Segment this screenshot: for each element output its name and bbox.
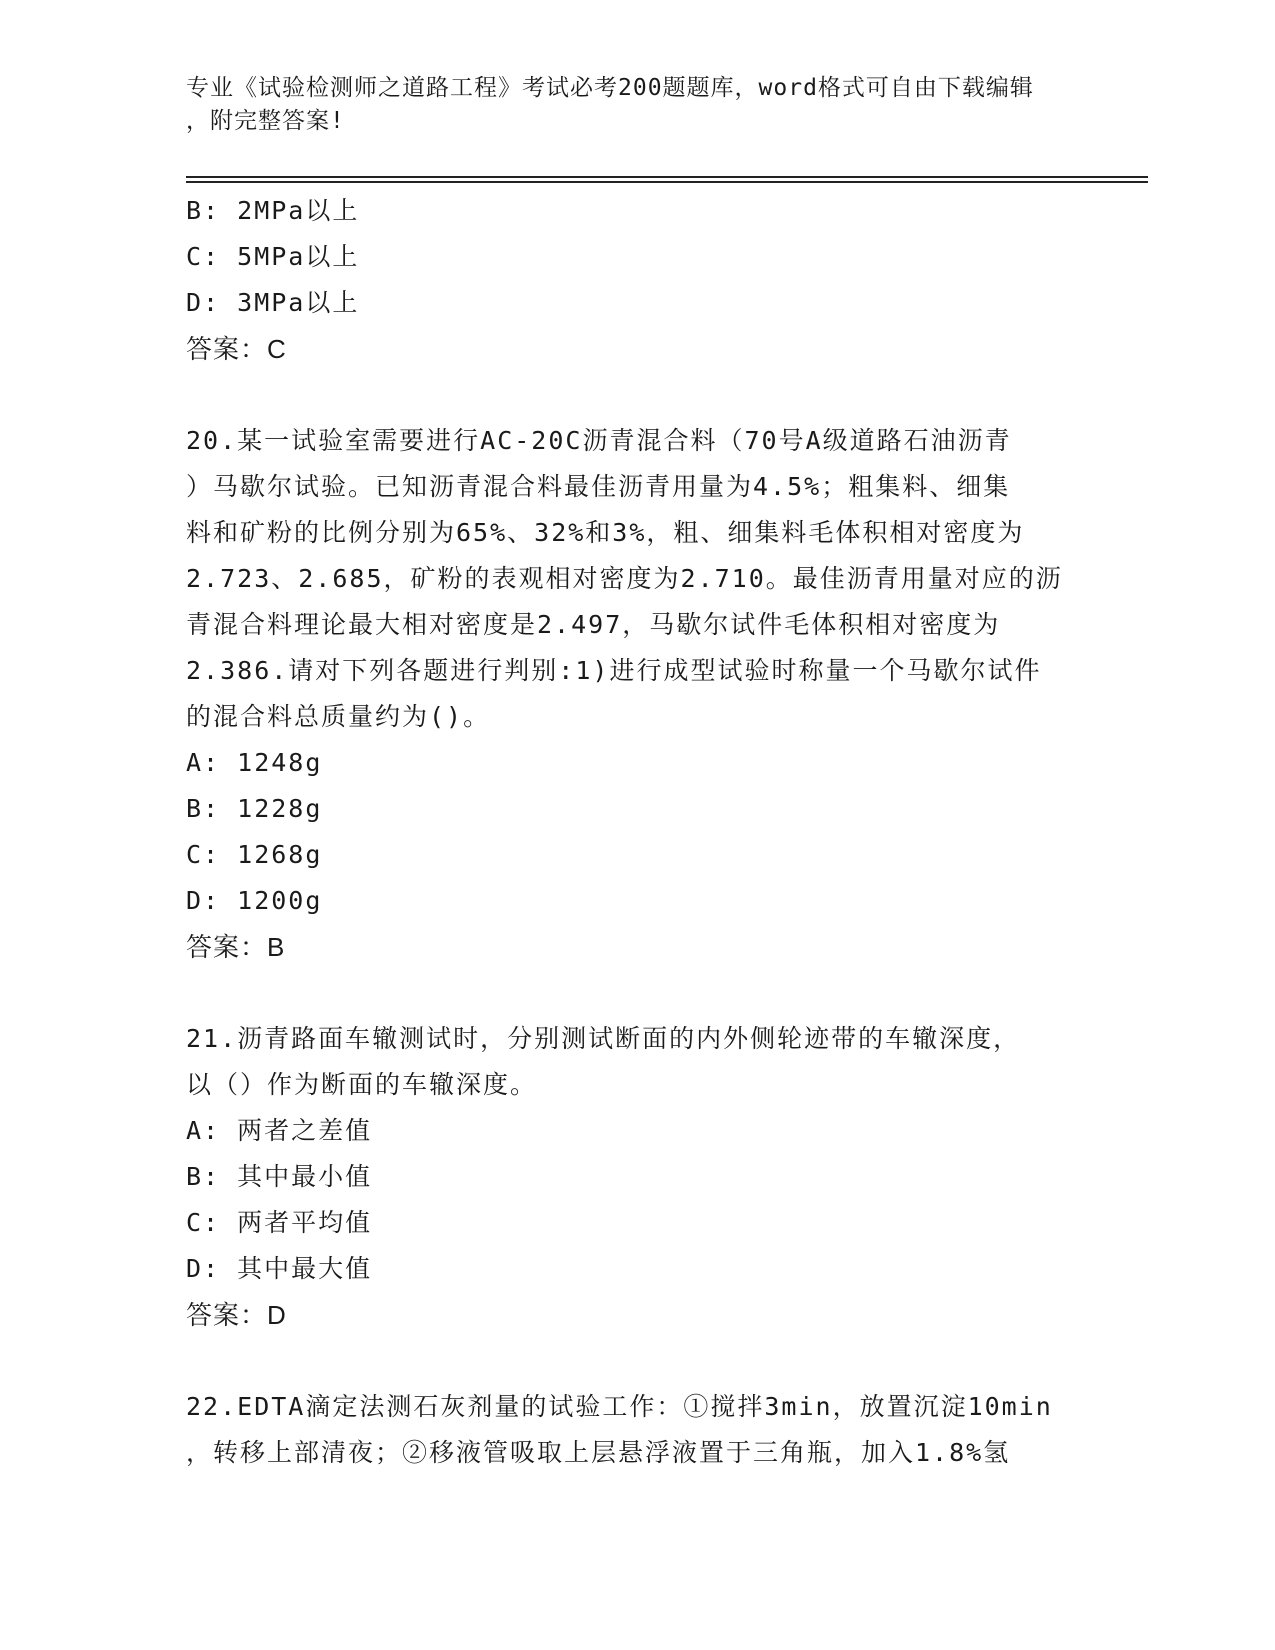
question-text-line: 22.EDTA滴定法测石灰剂量的试验工作：①搅拌3min，放置沉淀10min bbox=[186, 1392, 1053, 1421]
option-b: B: 其中最小值 bbox=[186, 1162, 373, 1191]
question-text-line: 青混合料理论最大相对密度是2.497，马歇尔试件毛体积相对密度为 bbox=[186, 610, 1001, 639]
document-body bbox=[186, 188, 1086, 1476]
question-text-line: 以（）作为断面的车辙深度。 bbox=[186, 1070, 538, 1099]
question-text-line: 20.某一试验室需要进行AC-20C沥青混合料（70号A级道路石油沥青 bbox=[186, 426, 1012, 455]
spacer bbox=[186, 372, 1086, 418]
header-line-2: ，附完整答案! bbox=[186, 108, 345, 134]
option-b: B: 1228g bbox=[186, 794, 323, 823]
header-divider-bottom bbox=[186, 181, 1148, 183]
question-text-line: ，转移上部清夜；②移液管吸取上层悬浮液置于三角瓶，加入1.8%氢 bbox=[186, 1438, 1011, 1467]
option-d: D: 其中最大值 bbox=[186, 1254, 373, 1283]
option-b: B: 2MPa以上 bbox=[186, 196, 360, 225]
question-21 bbox=[186, 1016, 1086, 1338]
question-text-line: 料和矿粉的比例分别为65%、32%和3%，粗、细集料毛体积相对密度为 bbox=[186, 518, 1025, 547]
option-d: D: 3MPa以上 bbox=[186, 288, 360, 317]
question-text-line: 21.沥青路面车辙测试时，分别测试断面的内外侧轮迹带的车辙深度， bbox=[186, 1024, 1021, 1053]
question-text-line: 的混合料总质量约为()。 bbox=[186, 702, 491, 731]
answer-line: 答案：B bbox=[186, 932, 286, 962]
question-text-line: 2.723、2.685，矿粉的表观相对密度为2.710。最佳沥青用量对应的沥 bbox=[186, 564, 1063, 593]
question-text-line: ）马歇尔试验。已知沥青混合料最佳沥青用量为4.5%；粗集料、细集 bbox=[186, 472, 1011, 501]
header-divider-top bbox=[186, 176, 1148, 178]
previous-question-options bbox=[186, 188, 1086, 326]
answer-line: 答案：D bbox=[186, 1300, 287, 1330]
option-c: C: 5MPa以上 bbox=[186, 242, 360, 271]
answer-line: 答案：C bbox=[186, 334, 287, 364]
question-22 bbox=[186, 1384, 1086, 1476]
option-a: A: 两者之差值 bbox=[186, 1116, 373, 1145]
spacer bbox=[186, 1338, 1086, 1384]
option-d: D: 1200g bbox=[186, 886, 323, 915]
spacer bbox=[186, 970, 1086, 1016]
header-line-1: 专业《试验检测师之道路工程》考试必考200题题库，word格式可自由下载编辑 bbox=[186, 75, 1034, 101]
option-a: A: 1248g bbox=[186, 748, 323, 777]
page-header bbox=[186, 72, 1066, 138]
question-20 bbox=[186, 418, 1086, 970]
option-c: C: 两者平均值 bbox=[186, 1208, 373, 1237]
option-c: C: 1268g bbox=[186, 840, 323, 869]
question-text-line: 2.386.请对下列各题进行判别:1)进行成型试验时称量一个马歇尔试件 bbox=[186, 656, 1042, 685]
